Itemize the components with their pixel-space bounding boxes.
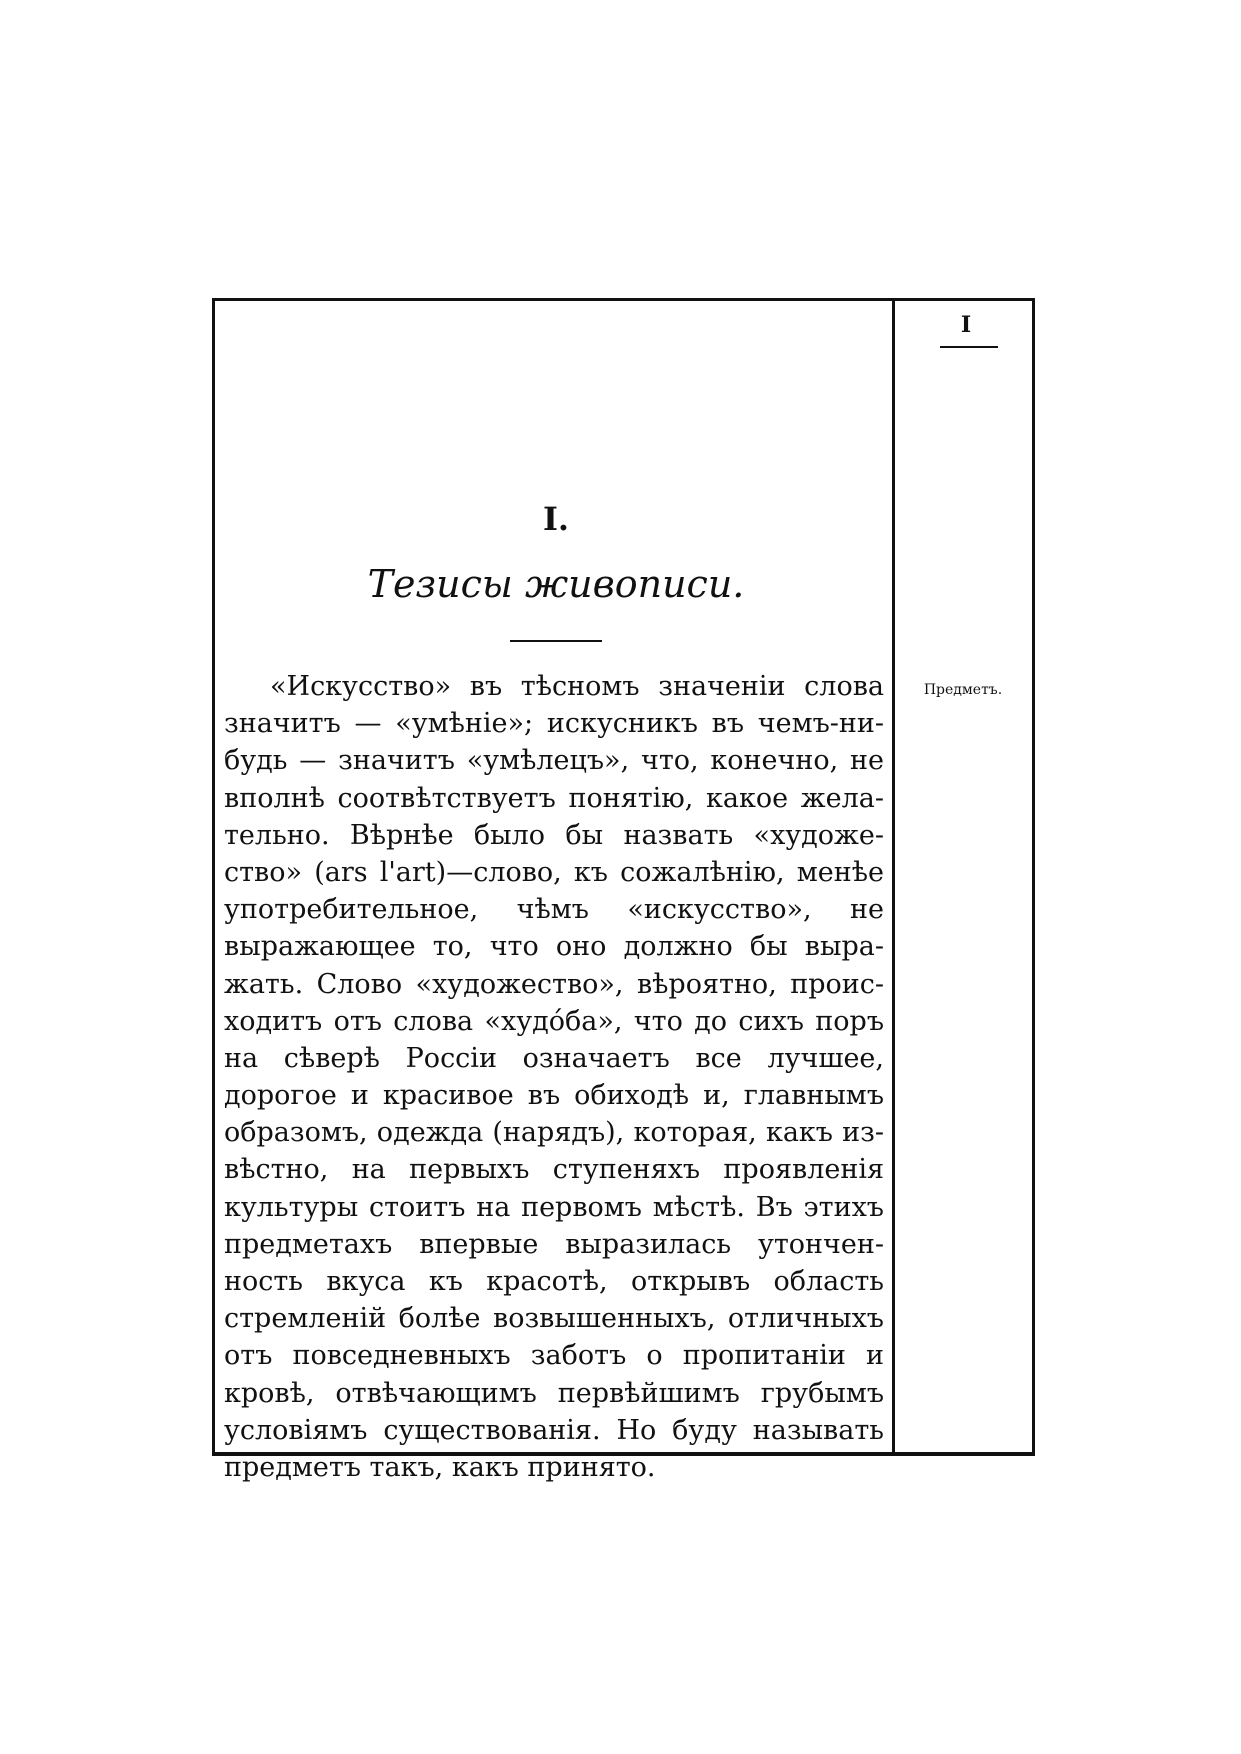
body-line: будь — значитъ «умѣлецъ», что, конечно, не	[224, 745, 884, 777]
body-line: предметахъ впервые выразилась утончен-	[224, 1228, 884, 1260]
body-line: «Искусство» въ тѣсномъ значеніи слова	[270, 671, 884, 702]
body-line: дорогое и красивое въ обиходѣ и, главнымъ	[224, 1080, 884, 1112]
body-line: образомъ, одежда (нарядъ), которая, какъ из-	[224, 1117, 884, 1149]
body-line: значитъ — «умѣніе»; искусникъ въ чемъ-ни-	[224, 708, 884, 740]
body-line: ность вкуса къ красотѣ, открывъ область	[224, 1266, 884, 1297]
margin-column-divider	[892, 298, 895, 1456]
body-line: условіямъ существованія. Но буду называть	[224, 1414, 884, 1446]
body-line: вполнѣ соотвѣтствуетъ понятію, какое жела-	[224, 782, 884, 814]
chapter-number: I.	[542, 500, 570, 538]
body-line: ходитъ отъ слова «худóба», что до сихъ поръ	[224, 1005, 884, 1037]
body-line: тельно. Вѣрнѣе было бы назвать «художе-	[224, 819, 884, 851]
body-line: кровѣ, отвѣчающимъ первѣйшимъ грубымъ	[224, 1377, 884, 1409]
body-line: жать. Слово «художество», вѣроятно, проис-	[224, 968, 884, 1000]
title-rule	[510, 640, 602, 642]
body-line: предметъ такъ, какъ принято.	[224, 1451, 656, 1483]
body-line: ство» (ars l'art)—слово, къ сожалѣнію, менѣе	[224, 856, 884, 888]
body-line: вѣстно, на первыхъ ступеняхъ проявленія	[224, 1154, 884, 1186]
body-line: культуры стоитъ на первомъ мѣстѣ. Въ этихъ	[224, 1191, 884, 1223]
page-number-rule	[940, 346, 998, 348]
page-number: I	[960, 312, 972, 338]
body-line: стремленій болѣе возвышенныхъ, отличныхъ	[224, 1303, 884, 1335]
body-line: отъ повседневныхъ заботъ о пропитаніи и	[224, 1340, 884, 1372]
body-line: выражающее то, что оно должно бы выра-	[224, 931, 884, 963]
body-line: употребительное, чѣмъ «искусство», не	[224, 894, 884, 926]
body-line: на сѣверѣ Россіи означаетъ все лучшее,	[224, 1042, 884, 1074]
body-text	[224, 668, 884, 1486]
margin-note: Предметъ.	[923, 682, 1003, 698]
chapter-title: Тезисы живописи.	[367, 562, 745, 606]
